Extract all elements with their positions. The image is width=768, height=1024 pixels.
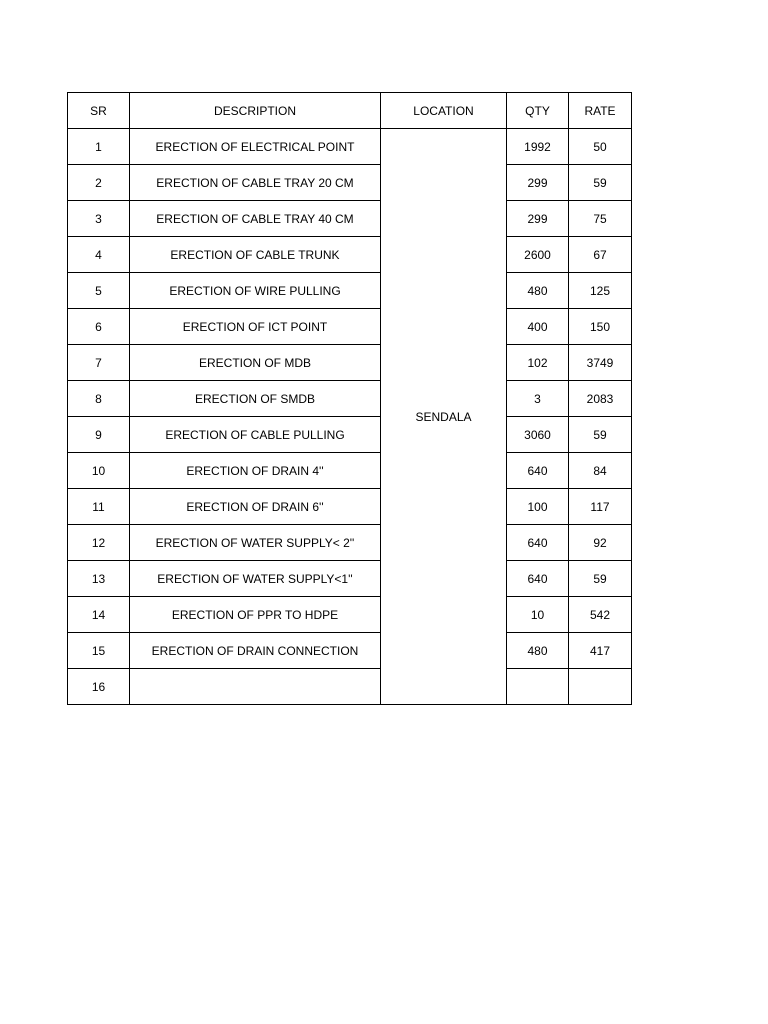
qty-cell: 1992 [507, 129, 569, 165]
qty-cell: 480 [507, 273, 569, 309]
sr-cell: 9 [68, 417, 130, 453]
table-row [68, 633, 632, 669]
table-row [68, 201, 632, 237]
sr-cell: 3 [68, 201, 130, 237]
table-row [68, 453, 632, 489]
table-row [68, 489, 632, 525]
description-cell [130, 669, 381, 705]
header-sr: SR [68, 93, 130, 129]
description-cell: ERECTION OF WATER SUPPLY<1'' [130, 561, 381, 597]
qty-cell: 3 [507, 381, 569, 417]
qty-cell: 480 [507, 633, 569, 669]
sr-cell: 14 [68, 597, 130, 633]
table-row [68, 525, 632, 561]
description-cell: ERECTION OF CABLE TRAY 20 CM [130, 165, 381, 201]
table-row [68, 129, 632, 165]
table-row [68, 165, 632, 201]
rate-cell: 50 [569, 129, 632, 165]
header-qty: QTY [507, 93, 569, 129]
qty-cell: 10 [507, 597, 569, 633]
sr-cell: 16 [68, 669, 130, 705]
description-cell: ERECTION OF SMDB [130, 381, 381, 417]
description-cell: ERECTION OF ICT POINT [130, 309, 381, 345]
description-cell: ERECTION OF CABLE TRUNK [130, 237, 381, 273]
description-cell: ERECTION OF CABLE PULLING [130, 417, 381, 453]
qty-cell: 3060 [507, 417, 569, 453]
sr-cell: 1 [68, 129, 130, 165]
table-row [68, 273, 632, 309]
table-row [68, 669, 632, 705]
description-cell: ERECTION OF PPR TO HDPE [130, 597, 381, 633]
header-row [68, 93, 632, 129]
qty-cell: 2600 [507, 237, 569, 273]
qty-cell: 299 [507, 201, 569, 237]
header-rate: RATE [569, 93, 632, 129]
rate-table-body [68, 93, 632, 705]
sr-cell: 6 [68, 309, 130, 345]
sr-cell: 2 [68, 165, 130, 201]
qty-cell: 102 [507, 345, 569, 381]
sr-cell: 12 [68, 525, 130, 561]
rate-cell: 2083 [569, 381, 632, 417]
rate-cell: 92 [569, 525, 632, 561]
qty-cell: 400 [507, 309, 569, 345]
table-row [68, 381, 632, 417]
rate-cell: 67 [569, 237, 632, 273]
table-row [68, 597, 632, 633]
sr-cell: 5 [68, 273, 130, 309]
rate-cell: 59 [569, 561, 632, 597]
description-cell: ERECTION OF WIRE PULLING [130, 273, 381, 309]
table-row [68, 237, 632, 273]
location-cell: SENDALA [381, 129, 507, 705]
description-cell: ERECTION OF ELECTRICAL POINT [130, 129, 381, 165]
header-location: LOCATION [381, 93, 507, 129]
table-row [68, 561, 632, 597]
table-row [68, 345, 632, 381]
sr-cell: 7 [68, 345, 130, 381]
description-cell: ERECTION OF DRAIN CONNECTION [130, 633, 381, 669]
rate-cell: 150 [569, 309, 632, 345]
sr-cell: 10 [68, 453, 130, 489]
qty-cell: 299 [507, 165, 569, 201]
description-cell: ERECTION OF DRAIN 6'' [130, 489, 381, 525]
rate-cell: 75 [569, 201, 632, 237]
rate-cell: 417 [569, 633, 632, 669]
rate-table [67, 92, 632, 705]
rate-cell: 59 [569, 417, 632, 453]
header-description: DESCRIPTION [130, 93, 381, 129]
qty-cell: 640 [507, 453, 569, 489]
qty-cell: 100 [507, 489, 569, 525]
rate-cell: 59 [569, 165, 632, 201]
table-row [68, 309, 632, 345]
sr-cell: 11 [68, 489, 130, 525]
description-cell: ERECTION OF CABLE TRAY 40 CM [130, 201, 381, 237]
description-cell: ERECTION OF MDB [130, 345, 381, 381]
qty-cell: 640 [507, 561, 569, 597]
qty-cell [507, 669, 569, 705]
rate-cell: 3749 [569, 345, 632, 381]
description-cell: ERECTION OF DRAIN 4'' [130, 453, 381, 489]
rate-cell: 125 [569, 273, 632, 309]
rate-cell: 542 [569, 597, 632, 633]
table-row [68, 417, 632, 453]
rate-cell: 84 [569, 453, 632, 489]
sr-cell: 13 [68, 561, 130, 597]
qty-cell: 640 [507, 525, 569, 561]
sr-cell: 8 [68, 381, 130, 417]
sr-cell: 4 [68, 237, 130, 273]
rate-cell: 117 [569, 489, 632, 525]
sr-cell: 15 [68, 633, 130, 669]
description-cell: ERECTION OF WATER SUPPLY< 2'' [130, 525, 381, 561]
rate-cell [569, 669, 632, 705]
